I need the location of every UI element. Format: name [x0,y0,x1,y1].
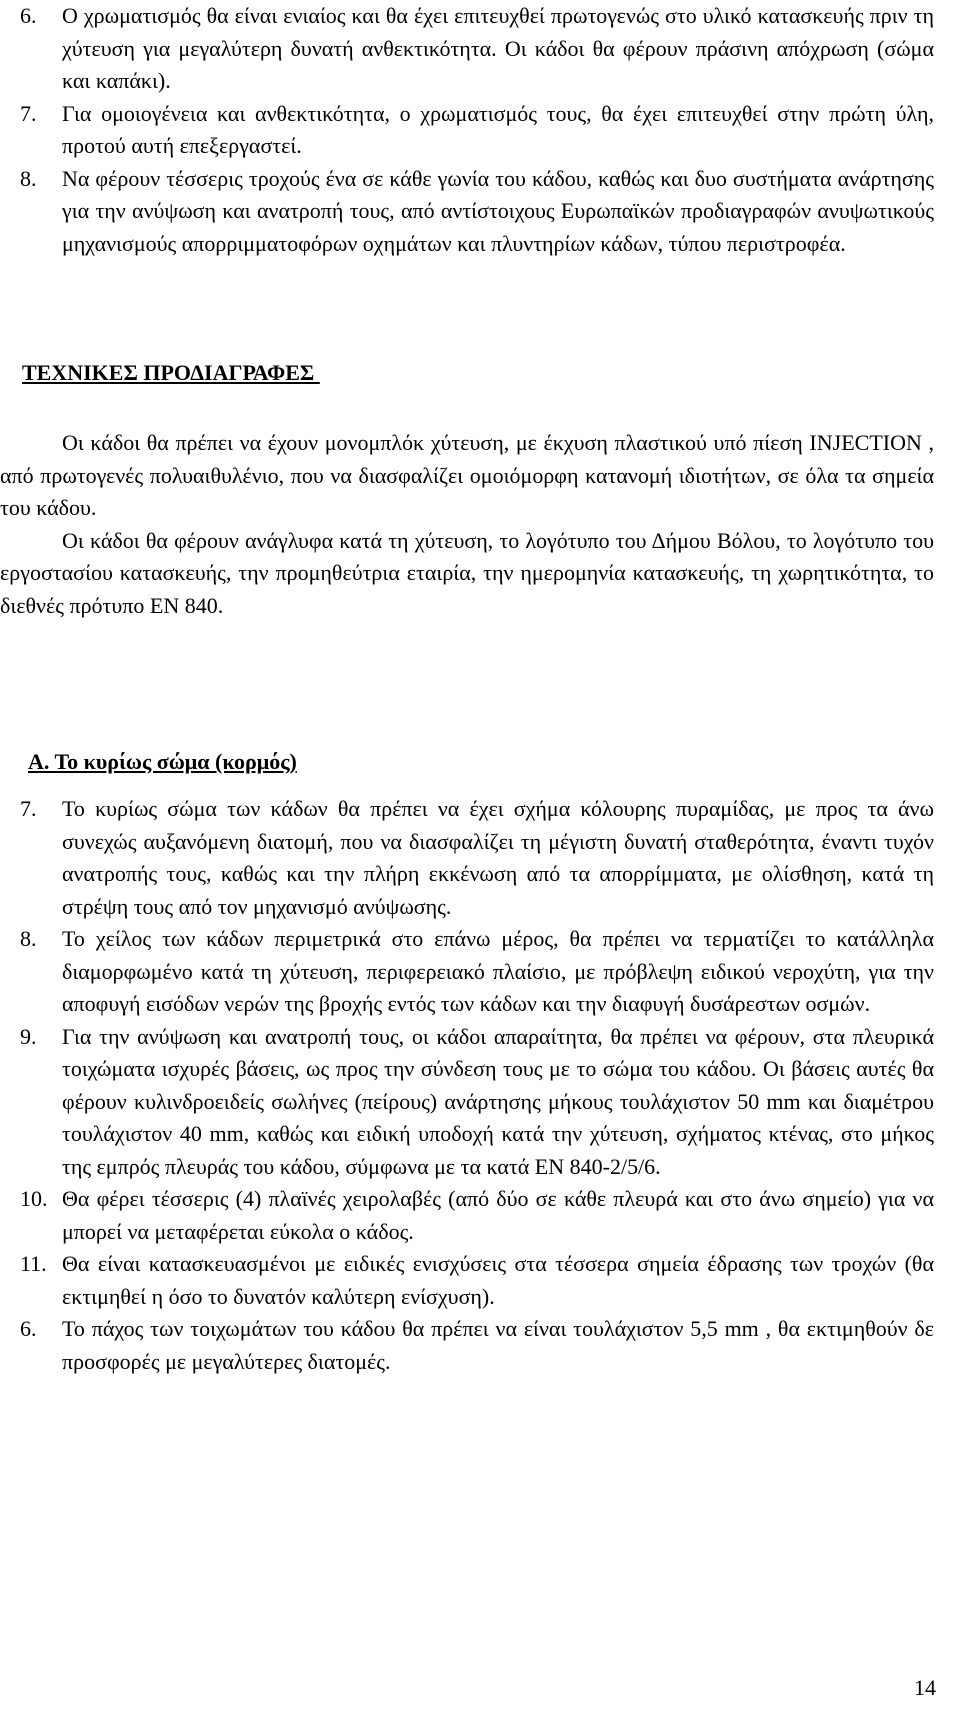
technical-specs-paragraphs [0,427,934,622]
list-item [0,98,960,163]
item-number: 8. [20,165,37,191]
subsection-heading: Α. Το κυρίως σώμα (κορμός) [28,749,297,774]
list-item [0,1248,960,1313]
item-text: Ο χρωματισμός θα είναι ενιαίος και θα έχει επιτευχθεί πρωτογενώς στο υλικό κατασκευής πριν τη χύτευση για μεγαλύτερη δυνατή ανθεκτικότητα. Οι κάδοι θα φέρουν πράσινη απόχρωση (σώμα και καπάκι). [62,3,934,93]
list-item [0,793,960,923]
list-item [0,1313,960,1378]
section-heading: ΤΕΧΝΙΚΕΣ ΠΡΟΔΙΑΓΡΑΦΕΣ [22,360,320,385]
item-number: 11. [20,1251,47,1276]
item-number: 6. [20,3,37,28]
list-item [0,163,960,261]
item-text: Το χείλος των κάδων περιμετρικά στο επάνω μέρος, θα πρέπει να τερματίζει το κατάλληλα διαμορφωμένο κατά τη χύτευση, περιφερειακό πλαίσιο, με πρόβλεψη ειδικού νεροχύτη, για την αποφυγή εισόδων νερών της βροχής εντός των κάδων και την διαφυγή δυσάρεστων οσμών. [62,926,934,1016]
page-number: 14 [914,1675,936,1700]
item-text: Να φέρουν τέσσερις τροχούς ένα σε κάθε γωνία του κάδου, καθώς και δυο συστήματα ανάρτησης για την ανύψωση και ανατροπή τους, από αντίστοιχους Ευρωπαϊκών προδιαγραφών ανυψωτικούς μηχανισμούς απορριμματοφόρων οχημάτων και πλυντηρίων κάδων, τύπου περιστροφέα. [62,165,934,256]
item-number: 7. [20,796,37,821]
paragraph: Οι κάδοι θα φέρουν ανάγλυφα κατά τη χύτευση, το λογότυπο του Δήμου Βόλου, το λογότυπο του εργοστασίου κατασκευής, την προμηθεύτρια εταιρία, την ημερομηνία κατασκευής, τη χωρητικότητα, το διεθνές πρότυπο ΕΝ 840. [0,527,934,618]
paragraph: Οι κάδοι θα πρέπει να έχουν μονομπλόκ χύτευση, με έκχυση πλαστικού υπό πίεση INJECTION , από πρωτογενές πολυαιθυλένιο, που να διασφαλίζει ομοιόμορφη κατανομή ιδιοτήτων, σε όλα τα σημεία του κάδου. [0,430,934,520]
list-item [0,923,960,1021]
item-text: Θα είναι κατασκευασμένοι με ειδικές ενισχύσεις στα τέσσερα σημεία έδρασης των τροχών (θα εκτιμηθεί η όσο το δυνατόν καλύτερη ενίσχυση). [62,1251,934,1309]
list-item [0,1183,960,1248]
item-text: Θα φέρει τέσσερις (4) πλαϊνές χειρολαβές (από δύο σε κάθε πλευρά και στο άνω σημείο) για να μπορεί να μεταφέρεται εύκολα ο κάδος. [62,1186,934,1244]
item-number: 7. [20,100,37,126]
item-text: Για την ανύψωση και ανατροπή τους, οι κάδοι απαραίτητα, θα πρέπει να φέρουν, στα πλευρικά τοιχώματα ισχυρές βάσεις, ως προς την σύνδεση τους με το σώμα του κάδου. Οι βάσεις αυτές θα φέρουν κυλινδροειδείς σωλήνες (πείρους) ανάρτησης μήκους τουλάχιστον 50 mm και διαμέτρου τουλάχιστον 40 mm, καθώς και ειδική υποδοχή κατά την χύτευση, σχήματος κτένας, στο μήκος της εμπρός πλευράς του κάδου, σύμφωνα με τα κατά ΕΝ 840-2/5/6. [62,1023,934,1179]
item-text: Το κυρίως σώμα των κάδων θα πρέπει να έχει σχήμα κόλουρης πυραμίδας, με προς τα άνω συνεχώς αυξανόμενη διατομή, που να διασφαλίζει τη μέγιστη δυνατή σταθερότητα, έναντι τυχόν ανατροπής τους, καθώς και την πλήρη εκκένωση από τα απορρίμματα, με ολίσθηση, κατά τη στρέψη τους από τον μηχανισμό ανύψωσης. [62,796,934,919]
item-number: 9. [20,1023,37,1049]
item-text: Για ομοιογένεια και ανθεκτικότητα, ο χρωματισμός τους, θα έχει επιτευχθεί στην πρώτη ύλη, προτού αυτή επεξεργαστεί. [62,100,934,158]
item-text: Το πάχος των τοιχωμάτων του κάδου θα πρέπει να είναι τουλάχιστον 5,5 mm , θα εκτιμηθούν δε προσφορές με μεγαλύτερες διατομές. [62,1316,934,1374]
item-number: 8. [20,926,37,951]
intro-list [0,0,960,260]
body-list [0,793,960,1378]
list-item [0,0,960,98]
item-number: 6. [20,1316,37,1341]
item-number: 10. [20,1186,48,1211]
list-item [0,1021,960,1184]
